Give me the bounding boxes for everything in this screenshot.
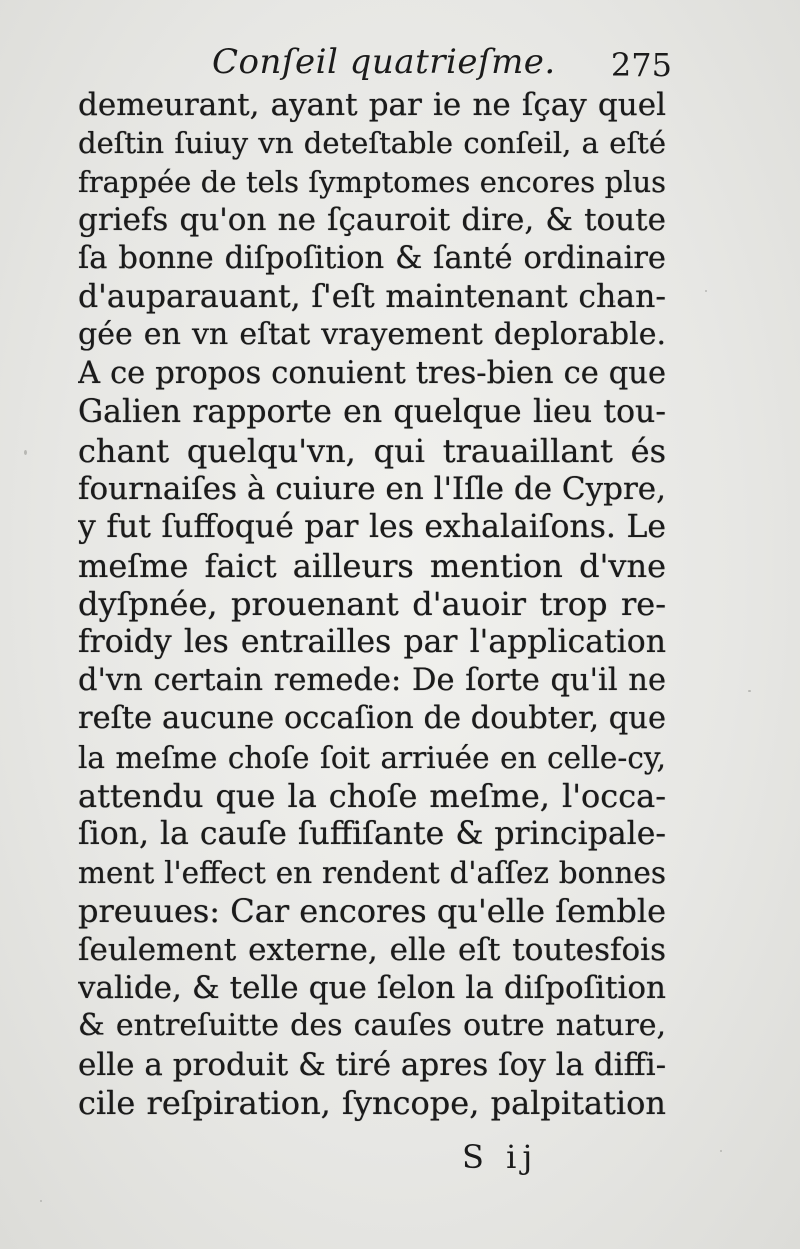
text-line: cile reſpiration, ſyncope, palpitation [78,1084,666,1123]
text-line: d'auparauant, ſ'eſt maintenant chan- [78,278,666,315]
text-line: meſme faict ailleurs mention d'vne [78,546,666,585]
text-line: griefs qu'on ne ſçauroit dire, & toute [78,202,666,239]
paper-speck [40,1200,42,1202]
text-line: d'vn certain remede: De ſorte qu'il ne [78,662,666,698]
paper-speck [748,690,751,692]
text-line: & entreſuitte des cauſes outre nature, [78,1008,666,1044]
text-line: froidy les entrailles par l'application [78,624,666,661]
text-line: chant quelqu'vn, qui trauaillant és [78,431,666,470]
text-line: attendu que la choſe meſme, l'occa- [78,777,666,816]
body-text [78,86,666,1123]
text-line: deſtin ſuiuy vn deteſtable conſeil, a eſté [78,126,666,161]
text-line: Galien rapporte en quelque lieu tou- [78,394,666,431]
paper-speck [705,290,707,292]
text-line: dyſpnée, prouenant d'auoir trop re- [78,585,666,624]
text-line: elle a produit & tiré apres ſoy la diffi- [78,1046,666,1083]
text-line: ment l'effect en rendent d'aſſez bonnes [78,855,666,890]
text-line: reſte aucune occaſion de doubter, que [78,701,666,737]
running-title: Conſeil quatrieſme. [212,42,556,82]
text-line: la meſme choſe ſoit arriuée en celle-cy, [78,740,666,775]
text-line: gée en vn eſtat vrayement deplorable. [78,317,666,353]
text-line: ſeulement externe, elle eſt toutesfois [78,931,666,968]
running-head [80,42,672,92]
signature-mark: S ij [462,1138,539,1176]
paper-speck [720,1150,722,1152]
text-line: ſion, la cauſe ſuffiſante & principale- [78,816,666,853]
page-number: 275 [610,46,672,84]
text-line: frappée de tels ſymptomes encores plus [78,164,666,199]
text-line: demeurant, ayant par ie ne ſçay quel [78,87,666,123]
paper-speck [24,450,27,455]
text-line: valide, & telle que ſelon la diſpoſition [78,969,666,1006]
text-line: preuues: Car encores qu'elle ſemble [78,892,666,931]
text-line: ſa bonne diſpoſition & ſanté ordinaire [78,240,666,276]
text-line: y fut ſuffoqué par les exhalaiſons. Le [78,509,666,546]
text-line: A ce propos conuient tres-bien ce que [78,355,666,391]
text-line: fournaiſes à cuiure en l'Iſle de Cypre, [78,470,666,507]
